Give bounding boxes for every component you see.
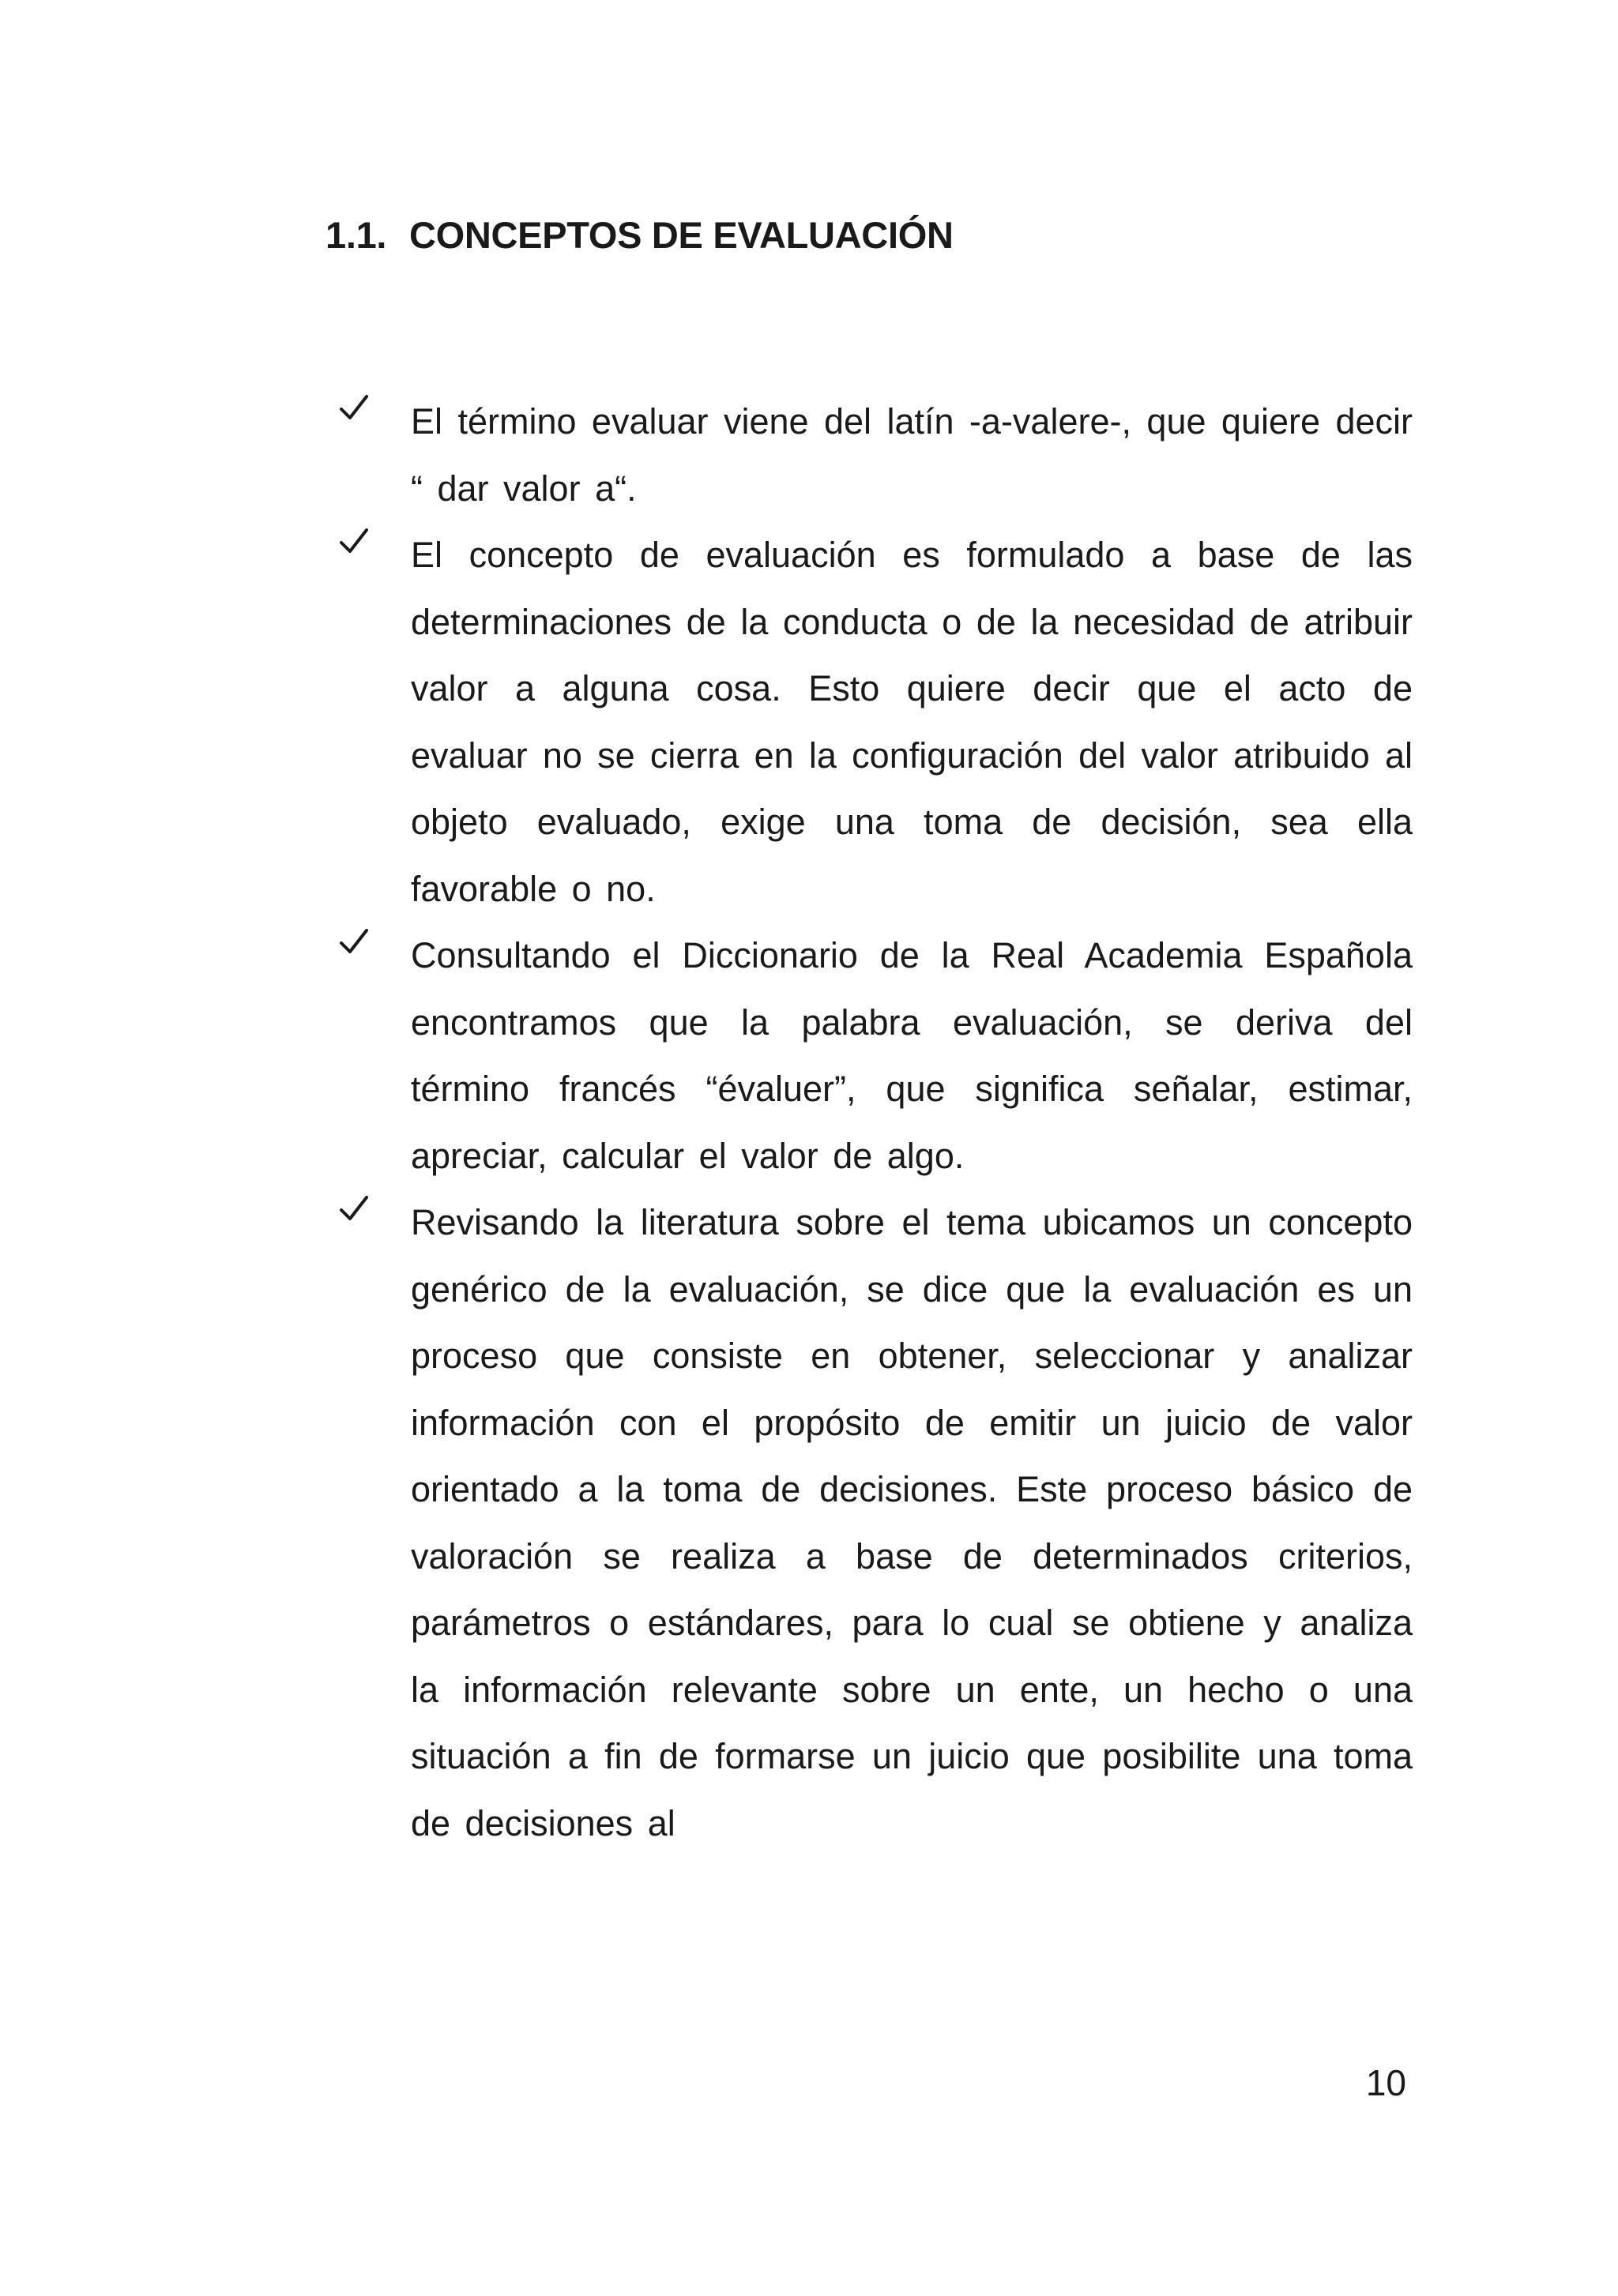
- check-icon: [338, 525, 370, 565]
- check-icon: [338, 1193, 370, 1232]
- section-title: CONCEPTOS DE EVALUACIÓN: [409, 214, 954, 256]
- list-item: [338, 923, 1413, 1189]
- bullet-text: El concepto de evaluación es formulado a base de las determinaciones de la conducta o de la necesidad de atribuir valor a alguna cosa. Esto quiere decir que el acto de evaluar no se cierra en la configuración del valor atribuido al objeto evaluado, exige una toma de decisión, sea ella favorable o no.: [411, 535, 1413, 909]
- bullet-list: [338, 389, 1413, 1857]
- section-heading: [325, 213, 954, 257]
- bullet-text: El término evaluar viene del latín -a-valere-, que quiere decir “ dar valor a“.: [411, 401, 1413, 509]
- check-icon: [338, 926, 370, 965]
- list-item: [338, 389, 1413, 522]
- bullet-text: Consultando el Diccionario de la Real Academia Española encontramos que la palabra evaluación, se deriva del término francés “évaluer”, que significa señalar, estimar, apreciar, calcular el valor de algo.: [411, 935, 1413, 1176]
- section-number: 1.1.: [325, 214, 387, 256]
- check-icon: [338, 392, 370, 431]
- bullet-text: Revisando la literatura sobre el tema ubicamos un concepto genérico de la evaluación, se dice que la evaluación es un proceso que consiste en obtener, seleccionar y analizar información con el propósito de emitir un juicio de valor orientado a la toma de decisiones. Este proceso básico de valoración se realiza a base de determinados criterios, parámetros o estándares, para lo cual se obtiene y analiza la información relevante sobre un ente, un hecho o una situación a fin de formarse un juicio que posibilite una toma de decisiones al: [411, 1202, 1413, 1843]
- list-item: [338, 522, 1413, 923]
- list-item: [338, 1189, 1413, 1857]
- page-number: 10: [1365, 2062, 1406, 2103]
